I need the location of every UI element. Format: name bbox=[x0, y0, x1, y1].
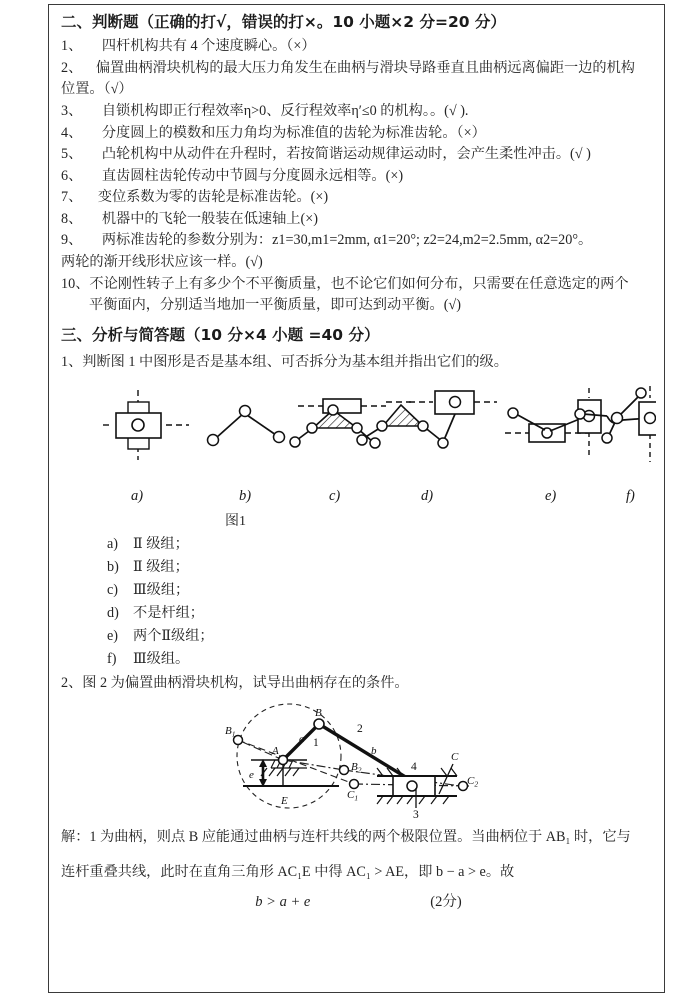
answer-item-e bbox=[61, 625, 656, 648]
page-content bbox=[61, 11, 656, 911]
judgment-item-9 bbox=[61, 230, 656, 252]
judgment-item-4-text: 分度圆上的模数和压力角均为标准值的齿轮为标准齿轮。（×） bbox=[101, 124, 486, 141]
figure-2-link-2: 2 bbox=[357, 723, 363, 736]
judgment-item-3 bbox=[61, 101, 656, 123]
mechanism-c bbox=[290, 399, 386, 448]
answer-item-d bbox=[61, 602, 656, 625]
figure-1-caption: 图1 bbox=[225, 513, 246, 529]
judgment-item-1-number: 1、 bbox=[61, 38, 83, 55]
judgment-item-7 bbox=[61, 187, 656, 209]
figure-1-label-d: d) bbox=[421, 487, 434, 504]
judgment-item-7-text: 变位系数为零的齿轮是标准齿轮。(×) bbox=[97, 189, 329, 206]
figure-2-label-b: b bbox=[371, 745, 377, 758]
answer-item-b bbox=[61, 556, 656, 579]
judgment-item-2-number: 2、 bbox=[61, 59, 83, 76]
mechanism-b bbox=[208, 405, 285, 445]
figure-2-link-3: 3 bbox=[413, 809, 419, 821]
figure-1-labels bbox=[61, 488, 656, 510]
judgment-item-9-number: 9、 bbox=[61, 232, 83, 249]
analysis-question-1: 1、判断图 1 中图形是否是基本组、可否拆分为基本组并指出它们的级。 bbox=[61, 354, 508, 371]
judgment-item-2 bbox=[61, 58, 656, 80]
answer-label-e: e) bbox=[107, 627, 119, 644]
answer-label-a: a) bbox=[107, 535, 119, 552]
figure-2-label-e: e bbox=[249, 769, 254, 782]
judgment-item-6-text: 直齿圆柱齿轮传动中节圆与分度圆永远相等。(×) bbox=[101, 167, 404, 184]
solution-line-1: 解：1 为曲柄，则点 B 应能通过曲柄与连杆共线的两个极限位置。当曲柄位于 AB₁ 时，它与 bbox=[61, 829, 631, 846]
answer-label-f: f) bbox=[107, 650, 117, 667]
figure-2-diagram bbox=[61, 698, 656, 820]
figure-1-label-a: a) bbox=[131, 487, 144, 504]
solution-formula-row bbox=[61, 890, 656, 911]
solution-line-2: 连杆重叠共线，此时在直角三角形 AC₁E 中得 AC₁ > AE，即 b − a > e。故 bbox=[61, 863, 515, 880]
judgment-item-1-text: 四杆机构共有 4 个速度瞬心。（×） bbox=[101, 38, 316, 55]
answer-text-b: Ⅱ 级组； bbox=[133, 558, 189, 575]
solution-score: (2分) bbox=[430, 893, 462, 910]
judgment-item-3-number: 3、 bbox=[61, 102, 83, 119]
judgment-item-10-number: 10、 bbox=[61, 275, 90, 292]
figure-2-label-A: A bbox=[272, 745, 279, 758]
judgment-item-10-text: 不论刚性转子上有多少个不平衡质量，也不论它们如何分布，只需要在任意选定的两个 bbox=[89, 275, 629, 292]
figure-2-label-a: a bbox=[299, 733, 305, 746]
section-3-heading: 三、分析与简答题（10 分×4 小题 =40 分） bbox=[61, 325, 380, 344]
figure-1-label-c: c) bbox=[329, 487, 341, 504]
judgment-item-9-text: 两标准齿轮的参数分别为：z1=30,m1=2mm, α1=20°; z2=24,m2=2.5mm, α2=20°。 bbox=[101, 232, 593, 249]
judgment-item-1 bbox=[61, 36, 656, 58]
judgment-item-3-text: 自锁机构即正行程效率η>0、反行程效率η′≤0 的机构。。(√ ). bbox=[101, 102, 469, 119]
judgment-item-8 bbox=[61, 209, 656, 231]
answer-text-e: 两个Ⅱ级组； bbox=[133, 627, 214, 644]
figure-1-label-b: b) bbox=[239, 487, 252, 504]
figure-2-label-E: E bbox=[281, 795, 288, 808]
judgment-item-6-number: 6、 bbox=[61, 167, 83, 184]
answer-item-a bbox=[61, 533, 656, 556]
figure-2-label-C: C bbox=[451, 751, 459, 764]
analysis-question-2: 2、图 2 为偏置曲柄滑块机构，试导出曲柄存在的条件。 bbox=[61, 674, 409, 691]
figure-2-label-B1: $B_1$ bbox=[225, 725, 236, 739]
judgment-item-8-number: 8、 bbox=[61, 210, 83, 227]
figure-2-link-1: 1 bbox=[313, 737, 319, 750]
judgment-item-9-continuation: 两轮的渐开线形状应该一样。(√) bbox=[61, 254, 263, 271]
answer-text-d: 不是杆组； bbox=[133, 604, 204, 621]
judgment-item-10-continuation: 平衡面内，分别适当地加一平衡质量，即可达到动平衡。(√) bbox=[89, 297, 461, 314]
answer-item-f bbox=[61, 648, 656, 671]
figure-1-diagrams bbox=[61, 380, 656, 488]
judgment-item-4-number: 4、 bbox=[61, 124, 83, 141]
figure-2-label-C1: $C_1$ bbox=[347, 789, 359, 803]
judgment-item-7-number: 7、 bbox=[61, 189, 83, 206]
figure-1-svg bbox=[61, 380, 656, 488]
answer-text-a: Ⅱ 级组； bbox=[133, 535, 189, 552]
judgment-item-5 bbox=[61, 144, 656, 166]
mechanism-a bbox=[103, 390, 189, 460]
answer-label-c: c) bbox=[107, 581, 119, 598]
solution-formula: b > a + e bbox=[255, 893, 311, 910]
answer-text-f: Ⅲ级组。 bbox=[133, 650, 190, 667]
answer-text-c: Ⅲ级组； bbox=[133, 581, 190, 598]
judgment-item-6 bbox=[61, 166, 656, 188]
answer-label-d: d) bbox=[107, 604, 119, 621]
section-2-heading: 二、判断题（正确的打√，错误的打×。10 小题×2 分=20 分） bbox=[61, 13, 506, 31]
judgment-item-5-text: 凸轮机构中从动件在升程时，若按简谐运动规律运动时，会产生柔性冲击。(√ ) bbox=[101, 146, 591, 163]
judgment-item-2-continuation: 位置。（√） bbox=[61, 81, 133, 98]
mechanism-e bbox=[505, 388, 601, 458]
judgment-item-2-text: 偏置曲柄滑块机构的最大压力角发生在曲柄与滑块导路垂直且曲柄远离偏距一边的机构 bbox=[95, 59, 635, 76]
figure-2-label-B2: $B_2$ bbox=[351, 761, 362, 775]
exam-page bbox=[48, 4, 665, 993]
answer-list bbox=[61, 533, 656, 671]
figure-2-svg bbox=[211, 698, 531, 820]
judgment-item-8-text: 机器中的飞轮一般装在低速轴上(×) bbox=[101, 210, 318, 227]
figure-2-label-B: B bbox=[315, 707, 322, 720]
judgment-item-5-number: 5、 bbox=[61, 146, 83, 163]
answer-label-b: b) bbox=[107, 558, 119, 575]
figure-2-link-4: 4 bbox=[411, 761, 417, 774]
judgment-item-4 bbox=[61, 123, 656, 145]
judgment-item-10 bbox=[61, 274, 656, 296]
figure-1-label-f: f) bbox=[626, 487, 635, 504]
figure-1-label-e: e) bbox=[545, 487, 557, 504]
answer-item-c bbox=[61, 579, 656, 602]
figure-2-label-C2: $C_2$ bbox=[467, 775, 479, 789]
